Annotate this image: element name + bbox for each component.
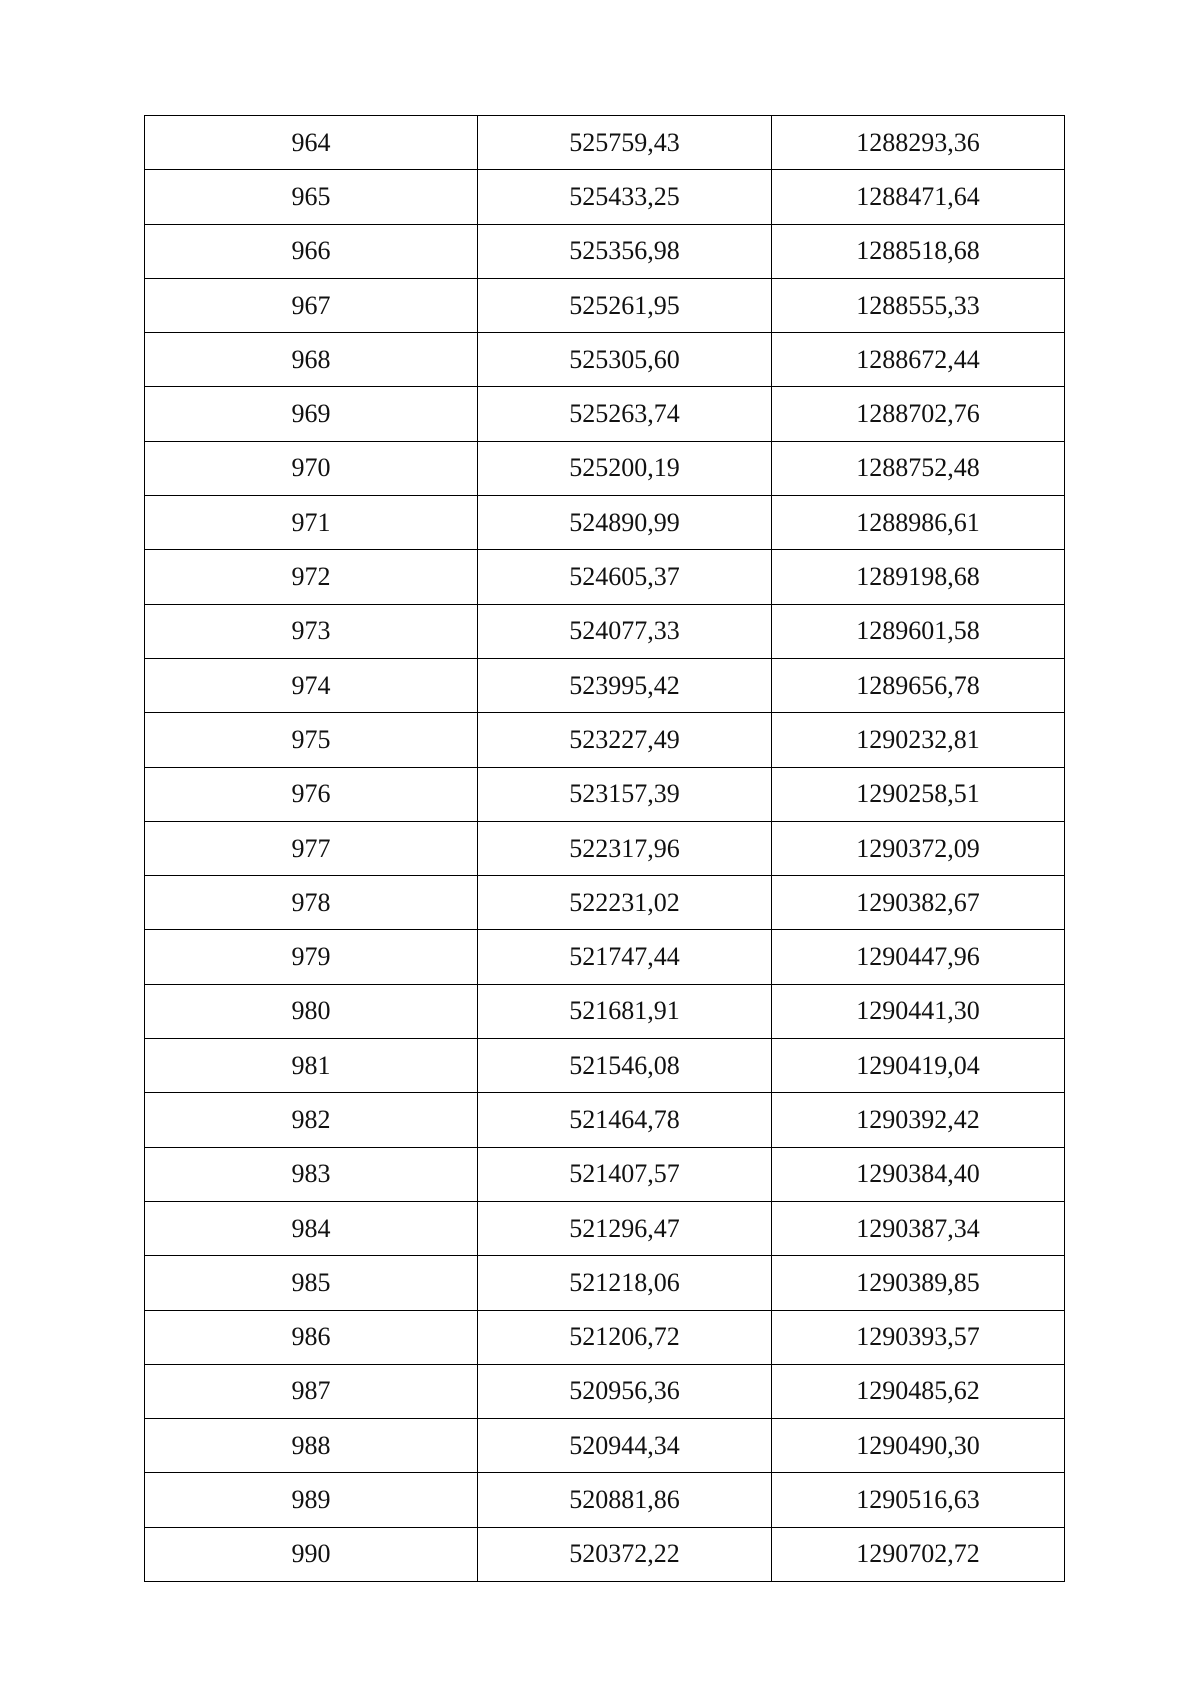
point-number-cell: 977	[145, 821, 478, 875]
x-coordinate-cell: 525261,95	[478, 278, 772, 332]
y-coordinate-cell: 1289198,68	[772, 550, 1065, 604]
y-coordinate-cell: 1290516,63	[772, 1473, 1065, 1527]
y-coordinate-cell: 1290232,81	[772, 713, 1065, 767]
table-row	[145, 930, 1065, 984]
y-coordinate-cell: 1288471,64	[772, 170, 1065, 224]
point-number-cell: 970	[145, 441, 478, 495]
y-coordinate-cell: 1290702,72	[772, 1527, 1065, 1581]
point-number-cell: 971	[145, 496, 478, 550]
point-number-cell: 974	[145, 658, 478, 712]
x-coordinate-cell: 521747,44	[478, 930, 772, 984]
x-coordinate-cell: 523227,49	[478, 713, 772, 767]
x-coordinate-cell: 521464,78	[478, 1093, 772, 1147]
point-number-cell: 984	[145, 1201, 478, 1255]
x-coordinate-cell: 521296,47	[478, 1201, 772, 1255]
table-row	[145, 984, 1065, 1038]
table-row	[145, 1147, 1065, 1201]
x-coordinate-cell: 523157,39	[478, 767, 772, 821]
point-number-cell: 966	[145, 224, 478, 278]
y-coordinate-cell: 1290258,51	[772, 767, 1065, 821]
point-number-cell: 967	[145, 278, 478, 332]
x-coordinate-cell: 520372,22	[478, 1527, 772, 1581]
table-row	[145, 821, 1065, 875]
x-coordinate-cell: 520881,86	[478, 1473, 772, 1527]
y-coordinate-cell: 1289601,58	[772, 604, 1065, 658]
y-coordinate-cell: 1290447,96	[772, 930, 1065, 984]
point-number-cell: 981	[145, 1039, 478, 1093]
point-number-cell: 988	[145, 1419, 478, 1473]
table-row	[145, 1093, 1065, 1147]
y-coordinate-cell: 1290441,30	[772, 984, 1065, 1038]
table-row	[145, 387, 1065, 441]
coordinates-table	[144, 115, 1065, 1582]
point-number-cell: 985	[145, 1256, 478, 1310]
table-row	[145, 1256, 1065, 1310]
table-row	[145, 1364, 1065, 1418]
point-number-cell: 978	[145, 876, 478, 930]
table-row	[145, 876, 1065, 930]
x-coordinate-cell: 525356,98	[478, 224, 772, 278]
x-coordinate-cell: 525433,25	[478, 170, 772, 224]
x-coordinate-cell: 520944,34	[478, 1419, 772, 1473]
point-number-cell: 983	[145, 1147, 478, 1201]
y-coordinate-cell: 1288672,44	[772, 333, 1065, 387]
table-row	[145, 278, 1065, 332]
table-row	[145, 550, 1065, 604]
x-coordinate-cell: 524605,37	[478, 550, 772, 604]
table-row	[145, 441, 1065, 495]
point-number-cell: 964	[145, 116, 478, 170]
x-coordinate-cell: 523995,42	[478, 658, 772, 712]
point-number-cell: 990	[145, 1527, 478, 1581]
point-number-cell: 986	[145, 1310, 478, 1364]
table-row	[145, 170, 1065, 224]
table-row	[145, 333, 1065, 387]
x-coordinate-cell: 522231,02	[478, 876, 772, 930]
x-coordinate-cell: 525759,43	[478, 116, 772, 170]
y-coordinate-cell: 1290389,85	[772, 1256, 1065, 1310]
y-coordinate-cell: 1290419,04	[772, 1039, 1065, 1093]
table-row	[145, 713, 1065, 767]
table-row	[145, 1039, 1065, 1093]
point-number-cell: 987	[145, 1364, 478, 1418]
x-coordinate-cell: 525200,19	[478, 441, 772, 495]
y-coordinate-cell: 1289656,78	[772, 658, 1065, 712]
table-row	[145, 1419, 1065, 1473]
y-coordinate-cell: 1288702,76	[772, 387, 1065, 441]
x-coordinate-cell: 525263,74	[478, 387, 772, 441]
x-coordinate-cell: 521206,72	[478, 1310, 772, 1364]
x-coordinate-cell: 521218,06	[478, 1256, 772, 1310]
point-number-cell: 975	[145, 713, 478, 767]
y-coordinate-cell: 1288518,68	[772, 224, 1065, 278]
point-number-cell: 973	[145, 604, 478, 658]
y-coordinate-cell: 1288752,48	[772, 441, 1065, 495]
y-coordinate-cell: 1288293,36	[772, 116, 1065, 170]
table-row	[145, 1527, 1065, 1581]
point-number-cell: 976	[145, 767, 478, 821]
x-coordinate-cell: 525305,60	[478, 333, 772, 387]
x-coordinate-cell: 520956,36	[478, 1364, 772, 1418]
x-coordinate-cell: 521546,08	[478, 1039, 772, 1093]
y-coordinate-cell: 1288986,61	[772, 496, 1065, 550]
y-coordinate-cell: 1290384,40	[772, 1147, 1065, 1201]
y-coordinate-cell: 1290485,62	[772, 1364, 1065, 1418]
x-coordinate-cell: 521681,91	[478, 984, 772, 1038]
y-coordinate-cell: 1290490,30	[772, 1419, 1065, 1473]
x-coordinate-cell: 522317,96	[478, 821, 772, 875]
y-coordinate-cell: 1290393,57	[772, 1310, 1065, 1364]
point-number-cell: 979	[145, 930, 478, 984]
y-coordinate-cell: 1290372,09	[772, 821, 1065, 875]
table-row	[145, 224, 1065, 278]
table-row	[145, 1473, 1065, 1527]
x-coordinate-cell: 524890,99	[478, 496, 772, 550]
x-coordinate-cell: 521407,57	[478, 1147, 772, 1201]
table-row	[145, 604, 1065, 658]
point-number-cell: 965	[145, 170, 478, 224]
point-number-cell: 982	[145, 1093, 478, 1147]
table-row	[145, 496, 1065, 550]
point-number-cell: 972	[145, 550, 478, 604]
table-row	[145, 1201, 1065, 1255]
y-coordinate-cell: 1290382,67	[772, 876, 1065, 930]
x-coordinate-cell: 524077,33	[478, 604, 772, 658]
point-number-cell: 969	[145, 387, 478, 441]
table-row	[145, 767, 1065, 821]
y-coordinate-cell: 1290387,34	[772, 1201, 1065, 1255]
point-number-cell: 989	[145, 1473, 478, 1527]
point-number-cell: 980	[145, 984, 478, 1038]
table-row	[145, 1310, 1065, 1364]
y-coordinate-cell: 1290392,42	[772, 1093, 1065, 1147]
table-row	[145, 116, 1065, 170]
y-coordinate-cell: 1288555,33	[772, 278, 1065, 332]
table-row	[145, 658, 1065, 712]
coordinates-table-body	[145, 116, 1065, 1582]
point-number-cell: 968	[145, 333, 478, 387]
